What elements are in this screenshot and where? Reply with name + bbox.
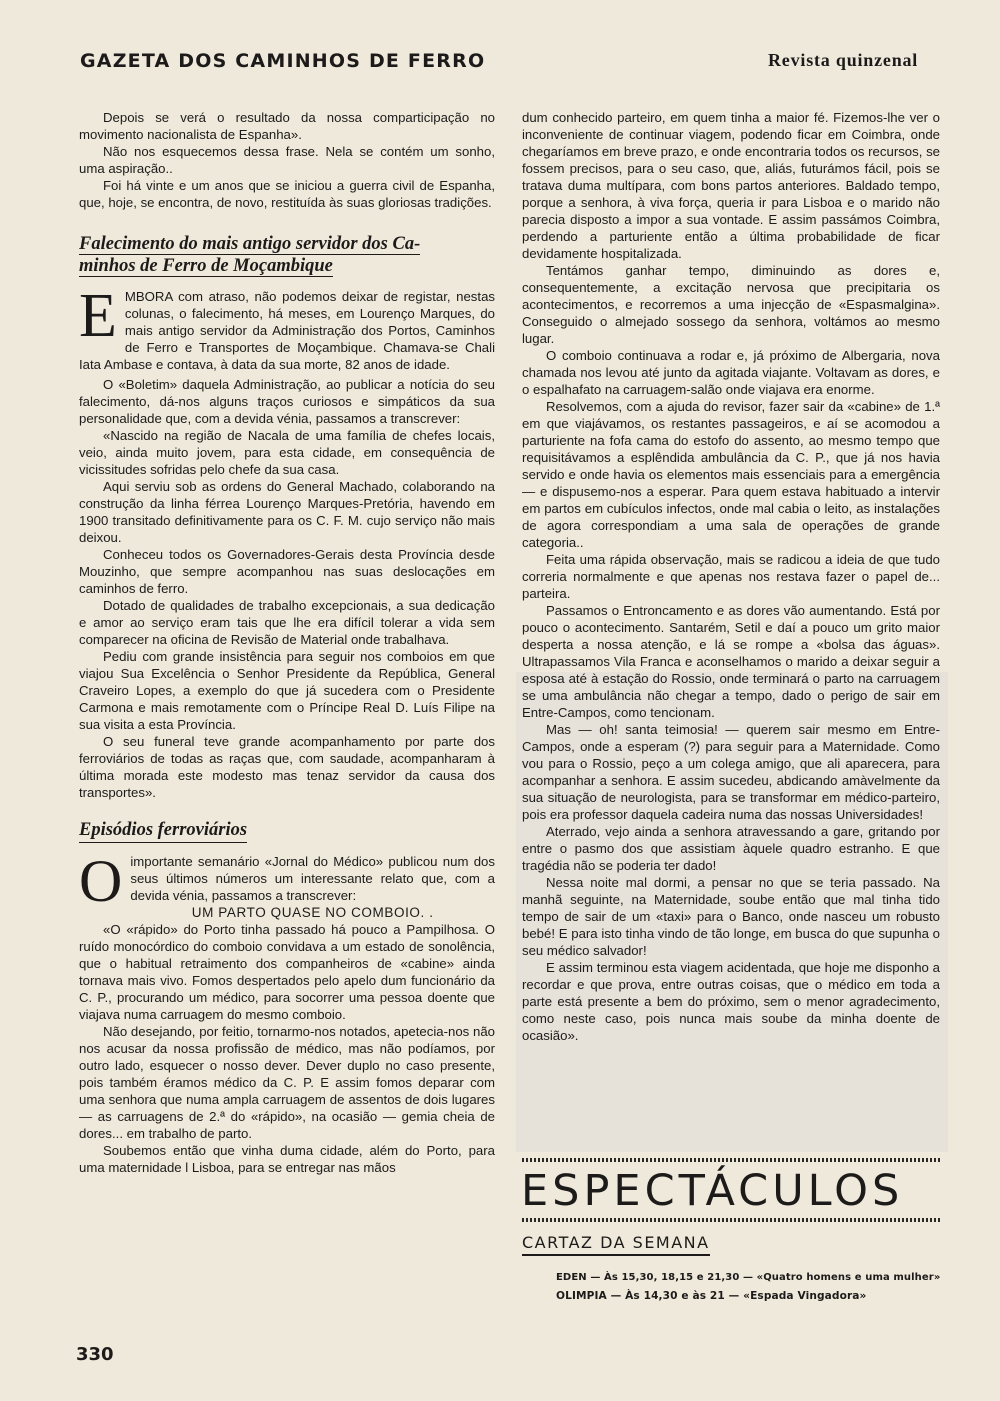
intro-paragraph: Depois se verá o resultado da nossa comparticipação no movimento nacionalista de Espanha». (79, 110, 495, 142)
publication-subtitle: Revista quinzenal (768, 50, 919, 70)
article-paragraph: Passamos o Entroncamento e as dores vão aumentando. Está por pouco o acontecimento. Santarém, Setil e daí a pouco um grito maior desperta a nossa atenção, e lá se rompe a «bolsa das águas». Ultrapassamos Vila Franca e aconselhamos o marido a deixar seguir a esposa até à estação do Rossio, onde terminará o parto na carruagem se uma ambulância não chegar a tempo, dado o perigo de sair em Entre-Campos, como tencionam. (522, 603, 940, 720)
drop-cap: O (79, 848, 123, 914)
article-paragraph: Aqui serviu sob as ordens do General Machado, colaborando na construção da linha férrea Lourenço Marques-Pretória, havendo em 1900 transitado definitivamente para os C. F. M. cujo serviço não mais deixou. (79, 479, 495, 545)
intro-paragraph: Não nos esquecemos dessa frase. Nela se contém um sonho, uma aspiração.. (79, 144, 495, 176)
article-paragraph: Aterrado, vejo ainda a senhora atravessando a gare, gritando por entre o pasmo dos que assistiam àquele quadro estranho. E que tragédia não se poderia ter dado! (522, 824, 940, 873)
article-paragraph: Soubemos então que vinha duma cidade, além do Porto, para uma maternidade l Lisboa, para se entregar nas mãos (79, 1143, 495, 1175)
listing-eden: EDEN — Às 15,30, 18,15 e 21,30 — «Quatro homens e uma mulher» (556, 1272, 941, 1283)
article-paragraph: Tentámos ganhar tempo, diminuindo as dores e, consequentemente, a excitação nervosa que precipitaria os acontecimentos, e recorremos a uma injecção de «Espasmalgina». Conseguido o almejado sossego da senhora, voltámos ao mesmo lugar. (522, 263, 940, 346)
section-title-line: Falecimento do mais antigo servidor dos Ca- (79, 234, 421, 254)
article-paragraph: Não desejando, por feitio, tornarmo-nos notados, apetecia-nos não nos acusar da nossa profissão de médico, mas não podíamos, por outro lado, esquecer o nosso dever. Dever duplo no caso presente, pois também éramos médico da C. P. E assim fomos deparar com uma senhora que numa ampla carruagem de assentos de dois lugares — as carruagens de 2.ª do «rápido», na ocasião — gemia cheia de dores... em trabalho de parto. (79, 1024, 495, 1141)
article-paragraph: Feita uma rápida observação, mais se radicou a ideia de que tudo correria normalmente e que apenas nos restava fazer o papel de... parteira. (522, 552, 940, 601)
section-title-episodios: Episódios ferroviários (79, 819, 247, 843)
article-subheading: UM PARTO QUASE NO COMBOIO. . (191, 905, 434, 920)
left-column (79, 109, 495, 1176)
article-paragraph: Pediu com grande insistência para seguir nos comboios em que viajou Sua Excelência o Senhor Presidente da República, General Craveiro Lopes, a exemplo do que já sucedera com o Presidente Carmona e mais remotamente com o Príncipe Real D. Luís Filipe na sua visita a esta Província. (79, 649, 495, 732)
article-paragraph: «Nascido na região de Nacala de uma família de chefes locais, veio, ainda muito jovem, para esta cidade, em consequência de vicissitudes sofridas pelo chefe da sua casa. (79, 428, 495, 477)
section-title-falecimento (79, 233, 495, 278)
article-paragraph: O comboio continuava a rodar e, já próximo de Albergaria, nova chamada nos levou até junto da agitada viajante. Voltavam as dores, e o espalhafato na carruagem-salão onde viajava era enorme. (522, 348, 940, 397)
listing-olimpia: OLIMPIA — Às 14,30 e às 21 — «Espada Vingadora» (556, 1290, 867, 1302)
article-paragraph: E assim terminou esta viagem acidentada, que hoje me disponho a recordar e que prova, entre outras coisas, que o médico em toda a parte está presente a bem do próximo, sem o menor agradecimento, como neste caso, pois nunca mais soube da minha doente de ocasião». (522, 960, 940, 1043)
article-paragraph: O «Boletim» daquela Administração, ao publicar a notícia do seu falecimento, dá-nos alguns traços curiosos e simpáticos da sua personalidade que, com a devida vénia, passamos a transcrever: (79, 377, 495, 426)
spectaculos-title: ESPECTÁCULOS (521, 1166, 904, 1216)
article-paragraph: Nessa noite mal dormi, a pensar no que se teria passado. Na manhã seguinte, na Maternidade, soube então que mal tinha tido tempo de sair de um «taxi» para o Banco, onde nasceu um robusto bebé! E para isto tinha vindo de tão longe, em busca do que supunha o seu médico salvador! (522, 875, 940, 958)
article-paragraph: Resolvemos, com a ajuda do revisor, fazer sair da «cabine» de 1.ª em que viajávamos, os restantes passageiros, e aí se acomodou a parturiente na fofa cama do estofo do assento, ao mesmo tempo que requisitávamos a esplêndida ambulância da C. P., que já nos havia servido e onde havia os elementos mais essenciais para a emergência — e dispusemo-nos a esperar. Para quem estava habituado a intervir em partos em cubículos infectos, onde mal cabia o leito, as instalações de agora correspondiam a uma sala de operações de grande categoria.. (522, 399, 940, 550)
article-first-paragraph (79, 282, 495, 373)
article-paragraph: Dotado de qualidades de trabalho excepcionais, a sua dedicação e amor ao serviço eram tais que lhe era difícil tolerar a vida sem comparecer na oficina de Revisão de Material onde trabalhava. (79, 598, 495, 647)
drop-cap: E (79, 282, 117, 350)
dotted-rule-bottom (522, 1218, 942, 1222)
article-paragraph: «O «rápido» do Porto tinha passado há pouco a Pampilhosa. O ruído monocórdico do comboio convidava a um estado de sonolência, que o habitual retraimento dos companheiros de «cabine» ainda tornava mais vivo. Fomos despertados pelo apelo dum funcionário da C. P., procurando um médico, para socorrer uma pessoa doente que viajava numa carruagem do mesmo comboio. (79, 922, 495, 1022)
section-title-line: minhos de Ferro de Moçambique (79, 256, 333, 276)
cartaz-heading: CARTAZ DA SEMANA (522, 1233, 710, 1256)
article-paragraph: dum conhecido parteiro, em quem tinha a maior fé. Fizemos-lhe ver o inconveniente de continuar viagem, podendo ficar em Coimbra, onde chegaríamos em breve prazo, e onde encontraria todos os recursos, se fossem precisos, para o seu caso, que, aliás, futurámos fácil, pois se tratava duma multípara, com bons partos anteriores. Baldado tempo, porque a senhora, à viva força, queria ir para Lisboa e o marido não parecia disposto a impor a sua vontade. E assim passámos Coimbra, perdendo a parturiente então a última probabilidade de ficar devidamente hospitalizada. (522, 110, 940, 261)
page-number: 330 (76, 1344, 114, 1365)
dotted-rule-top (522, 1158, 942, 1162)
paragraph-text: importante semanário «Jornal do Médico» publicou num dos seus últimos números um interessante relato que, com a devida vénia, passamos a transcrever: (130, 854, 495, 903)
paragraph-text: MBORA com atraso, não podemos deixar de registar, nestas colunas, o falecimento, há meses, em Lourenço Marques, do mais antigo servidor da Administração dos Portos, Caminhos de Ferro e Transportes de Moçambique. Chamava-se Chali Iata Ambase e contava, à data da sua morte, 82 anos de idade. (79, 289, 495, 372)
article-paragraph: Conheceu todos os Governadores-Gerais desta Província desde Mouzinho, que sempre acompanhou nas suas deslocações em caminhos de ferro. (79, 547, 495, 596)
article-paragraph: O seu funeral teve grande acompanhamento por parte dos ferroviários de todas as raças que, com saudade, acompanharam à última morada este modesto mas tenaz servidor da causa dos transportes». (79, 734, 495, 800)
right-column (522, 109, 940, 1044)
intro-paragraph: Foi há vinte e um anos que se iniciou a guerra civil de Espanha, que, hoje, se encontra, de novo, restituída às suas gloriosas tradições. (79, 178, 495, 210)
article-paragraph: Mas — oh! santa teimosia! — querem sair mesmo em Entre-Campos, onde a esperam (?) para seguir para a Maternidade. Como vou para o Rossio, peço a um colega amigo, que ali aparecera, para acompanhar a senhora. E assim sucedeu, abdicando amàvelmente da sua situação de neurologista, para se transformar em médico-parteiro, pois era professor daquela cadeira numa das nossas Universidades! (522, 722, 940, 822)
publication-title: GAZETA DOS CAMINHOS DE FERRO (80, 50, 486, 72)
